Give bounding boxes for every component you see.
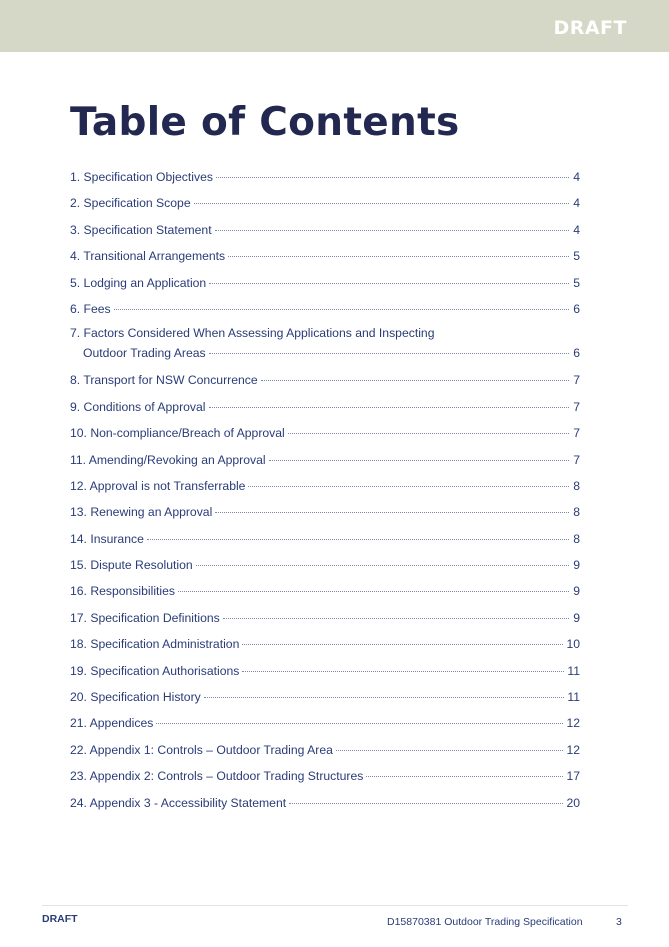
toc-entry-label[interactable]: 19. Specification Authorisations [70,663,240,678]
toc-dot-leader [215,230,569,231]
toc-dot-leader [269,460,569,461]
toc-entry[interactable] [70,420,580,446]
toc-entry-page[interactable]: 10 [566,637,580,652]
toc-entry-label[interactable]: 15. Dispute Resolution [70,558,193,573]
toc-dot-leader [209,407,569,408]
toc-entry-page[interactable]: 7 [573,426,580,441]
toc-entry-label[interactable]: 14. Insurance [70,531,144,546]
toc-entry-page[interactable]: 4 [573,222,580,237]
toc-entry[interactable] [70,217,580,243]
toc-entry-page[interactable]: 5 [573,249,580,264]
document-reference: D15870381 Outdoor Trading Specification [387,916,583,928]
toc-entry-label[interactable]: 2. Specification Scope [70,196,191,211]
toc-entry-label[interactable]: 21. Appendices [70,716,154,731]
toc-dot-leader [248,486,569,487]
toc-dot-leader [228,256,569,257]
toc-dot-leader [215,512,569,513]
footer-divider [42,905,628,906]
toc-dot-leader [114,309,569,310]
toc-dot-leader [196,565,569,566]
toc-entry-page[interactable]: 6 [573,301,580,316]
toc-entry-label[interactable]: 23. Appendix 2: Controls – Outdoor Trading Structures [70,769,364,784]
toc-entry[interactable] [70,710,580,736]
toc-entry-page[interactable]: 7 [573,452,580,467]
toc-entry-label[interactable]: 8. Transport for NSW Concurrence [70,373,258,388]
toc-entry-page[interactable]: 9 [573,584,580,599]
toc-entry-label[interactable]: 20. Specification History [70,690,201,705]
toc-dot-leader [209,283,569,284]
toc-entry-multiline[interactable] [70,322,580,367]
toc-entry-page[interactable]: 11 [567,663,580,678]
toc-entry-page[interactable]: 9 [573,610,580,625]
page-title: Table of Contents [70,100,460,145]
toc-dot-leader [204,697,565,698]
toc-entry-label[interactable]: 18. Specification Administration [70,637,240,652]
toc-entry-label[interactable]: 5. Lodging an Application [70,275,207,290]
toc-dot-leader [288,433,569,434]
toc-entry-page[interactable]: 6 [573,346,580,361]
toc-dot-leader [289,803,563,804]
toc-entry[interactable] [70,790,580,816]
toc-entry-label[interactable]: 12. Approval is not Transferrable [70,478,246,493]
page-number: 3 [616,916,622,928]
toc-entry-label[interactable]: 16. Responsibilities [70,584,176,599]
toc-entry-label[interactable]: 17. Specification Definitions [70,610,220,625]
draft-watermark-header: DRAFT [553,17,627,39]
toc-entry-page[interactable]: 4 [573,196,580,211]
toc-entry[interactable] [70,552,580,578]
toc-entry[interactable] [70,631,580,657]
toc-entry[interactable] [70,394,580,420]
toc-dot-leader [194,203,569,204]
toc-entry[interactable] [70,190,580,216]
toc-entry[interactable] [70,473,580,499]
toc-entry[interactable] [70,296,580,322]
toc-dot-leader [178,591,569,592]
toc-entry[interactable] [70,763,580,789]
toc-dot-leader [261,380,569,381]
toc-dot-leader [242,644,563,645]
toc-entry[interactable] [70,270,580,296]
toc-entry[interactable] [70,578,580,604]
toc-entry-page[interactable]: 12 [566,742,580,757]
toc-entry-page[interactable]: 8 [573,478,580,493]
toc-dot-leader [366,776,563,777]
toc-entry-page[interactable]: 5 [573,275,580,290]
toc-entry-label[interactable]: 10. Non-compliance/Breach of Approval [70,426,285,441]
toc-entry[interactable] [70,164,580,190]
toc-entry-label[interactable]: 9. Conditions of Approval [70,399,206,414]
toc-entry-page[interactable]: 9 [573,558,580,573]
toc-entry-page[interactable]: 8 [573,531,580,546]
toc-dot-leader [209,353,569,354]
toc-entry-label-line1[interactable]: 7. Factors Considered When Assessing Applications and Inspecting [70,326,435,341]
toc-entry-page[interactable]: 7 [573,373,580,388]
toc-dot-leader [156,723,563,724]
toc-entry-page[interactable]: 4 [573,170,580,184]
toc-entry[interactable] [70,737,580,763]
toc-entry[interactable] [70,658,580,684]
toc-entry[interactable] [70,684,580,710]
toc-entry[interactable] [70,526,580,552]
toc-entry[interactable] [70,367,580,393]
toc-entry-page[interactable]: 12 [566,716,580,731]
toc-dot-leader [223,618,569,619]
toc-entry[interactable] [70,243,580,269]
toc-entry-label[interactable]: 4. Transitional Arrangements [70,249,226,264]
toc-entry-label[interactable]: 13. Renewing an Approval [70,505,213,520]
toc-entry-page[interactable]: 17 [566,769,580,784]
toc-entry-page[interactable]: 11 [567,690,580,705]
toc-dot-leader [147,539,569,540]
toc-entry[interactable] [70,447,580,473]
toc-entry[interactable] [70,499,580,525]
header-band [0,0,669,52]
toc-dot-leader [242,671,564,672]
toc-entry-label[interactable]: 3. Specification Statement [70,222,212,237]
toc-entry-label[interactable]: Outdoor Trading Areas [83,346,206,361]
toc-dot-leader [336,750,564,751]
toc-entry-label[interactable]: 22. Appendix 1: Controls – Outdoor Trading Area [70,742,333,757]
toc-entry-page[interactable]: 20 [566,795,580,810]
toc-entry-label[interactable]: 24. Appendix 3 - Accessibility Statement [70,795,287,810]
toc-entry[interactable] [70,605,580,631]
toc-dot-leader [216,177,569,178]
toc-entry-label[interactable]: 11. Amending/Revoking an Approval [70,452,266,467]
toc-entry-label[interactable]: 6. Fees [70,301,111,316]
toc-entry-page[interactable]: 7 [573,399,580,414]
toc-entry-label[interactable]: 1. Specification Objectives [70,170,213,184]
toc-entry-page[interactable]: 8 [573,505,580,520]
draft-footer-label: DRAFT [42,913,78,925]
table-of-contents [70,164,580,816]
